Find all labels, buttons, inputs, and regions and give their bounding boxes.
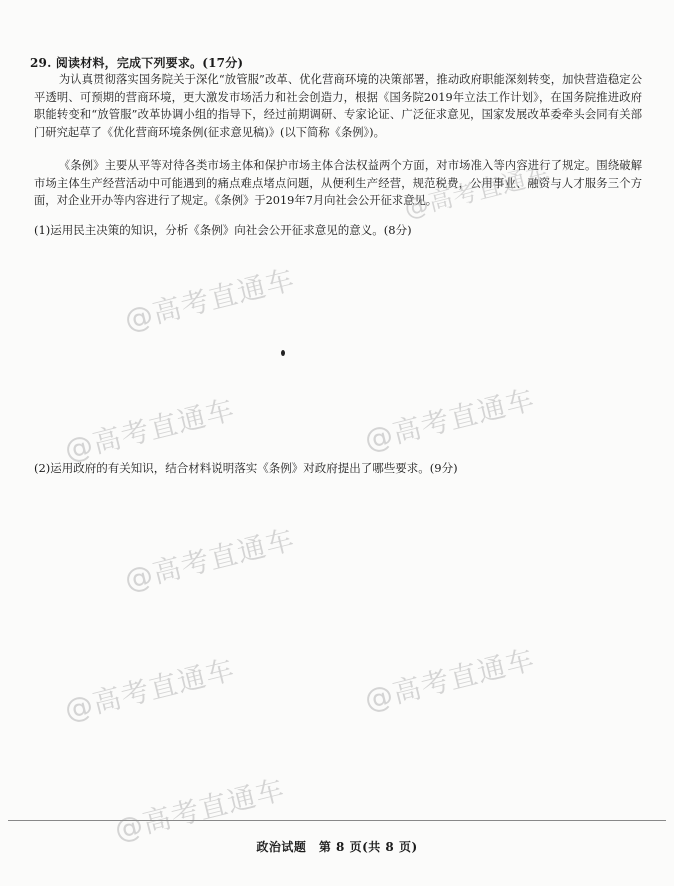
- sub-question-2: (2)运用政府的有关知识，结合材料说明落实《条例》对政府提出了哪些要求。(9分): [34, 461, 458, 475]
- watermark: @高考直通车: [121, 262, 299, 337]
- watermark: @高考直通车: [121, 522, 299, 597]
- material-paragraph-1: 为认真贯彻落实国务院关于深化“放管服”改革、优化营商环境的决策部署，推动政府职能深刻转变，加快营造稳定公平透明、可预期的营商环境，更大激发市场活力和社会创造力，根据《国务院2019年立法工作计划》，在国务院推进政府职能转变和“放管服”改革协调小组的指导下，经过前期调研、专家论证、广泛征求意见，国家发展改革委牵头会同有关部门研究起草了《优化营商环境条例(征求意见稿)》(以下简称《条例》)。: [34, 73, 642, 139]
- watermark: @高考直通车: [401, 159, 554, 223]
- watermark: @高考直通车: [61, 392, 239, 467]
- watermark: @高考直通车: [361, 382, 539, 457]
- page-footer: 政治试题 第 8 页(共 8 页): [256, 840, 418, 854]
- watermark: @高考直通车: [361, 642, 539, 717]
- question-title: 29. 阅读材料，完成下列要求。(17分): [30, 56, 244, 70]
- footer-divider: [8, 820, 666, 821]
- watermark: @高考直通车: [61, 652, 239, 727]
- ink-dot: [281, 350, 285, 356]
- watermark: @高考直通车: [111, 772, 289, 847]
- material-paragraph-2: 《条例》主要从平等对待各类市场主体和保护市场主体合法权益两个方面，对市场准入等内容进行了规定。围绕破解市场主体生产经营活动中可能遇到的痛点难点堵点问题，从便利生产经营，规范税费，公用事业、融资与人才服务三个方面，对企业开办等内容进行了规定。《条例》于2019年7月向社会公开征求意见。: [34, 159, 642, 208]
- sub-question-1: (1)运用民主决策的知识，分析《条例》向社会公开征求意见的意义。(8分): [34, 223, 412, 237]
